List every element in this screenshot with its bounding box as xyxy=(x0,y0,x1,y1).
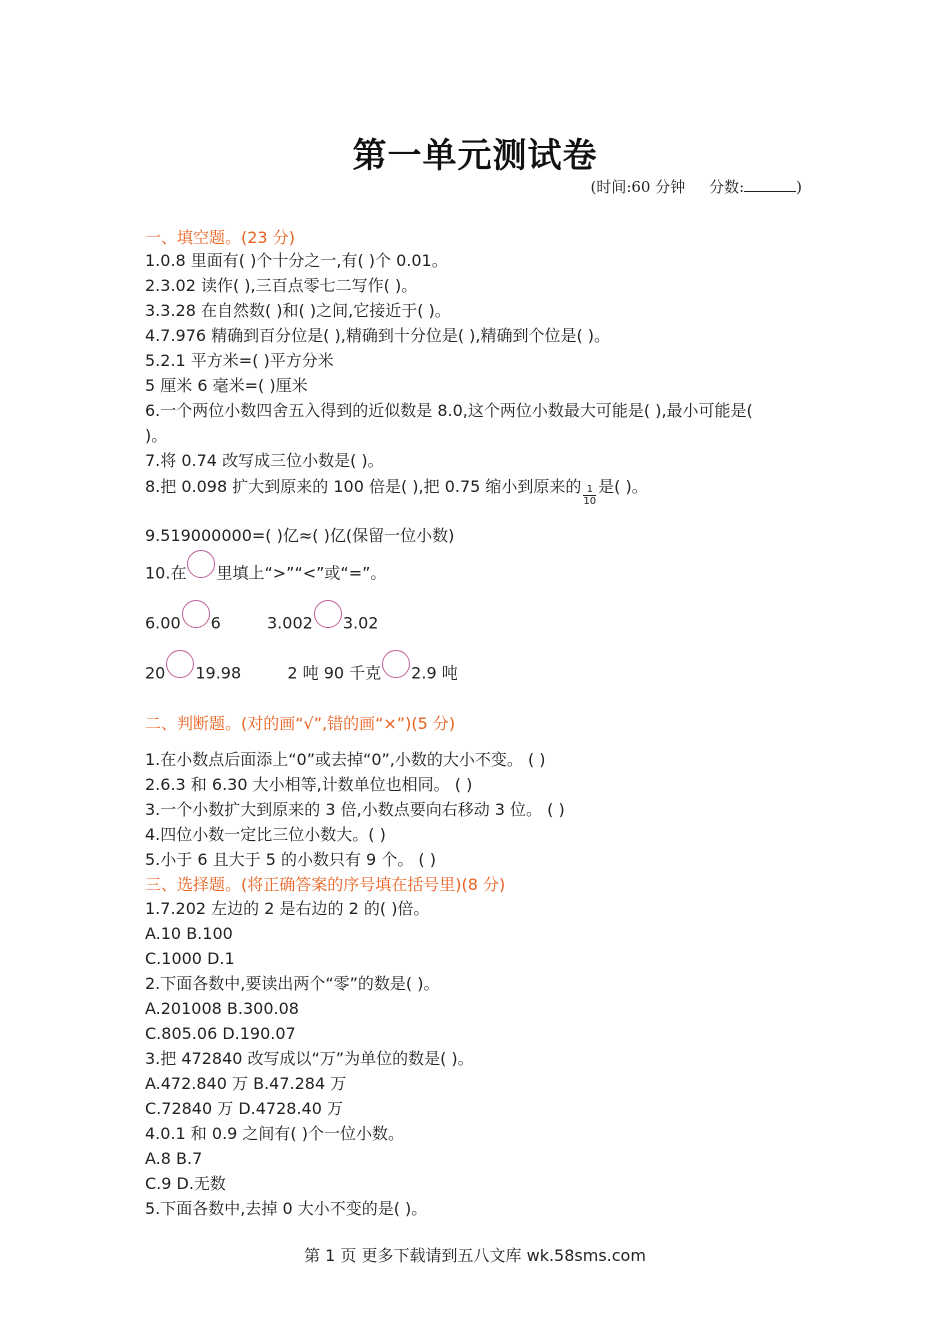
section-judge-heading: 二、判断题。(对的画“√”,错的画“×”)(5 分) xyxy=(145,714,456,733)
compare-left: 20 xyxy=(145,663,166,683)
fill-q10 xyxy=(145,560,386,588)
judge-q5: 5.小于 6 且大于 5 的小数只有 9 个。 ( ) xyxy=(145,850,436,869)
judge-q1: 1.在小数点后面添上“0”或去掉“0”,小数的大小不变。 ( ) xyxy=(145,750,546,769)
fill-q7: 7.将 0.74 改写成三位小数是( )。 xyxy=(145,451,384,470)
fill-q4: 4.7.976 精确到百分位是( ),精确到十分位是( ),精确到个位是( )。 xyxy=(145,326,611,345)
compare-circle[interactable] xyxy=(166,650,194,678)
fraction-denominator: 10 xyxy=(583,496,597,507)
compare-right: 2.9 吨 xyxy=(411,663,458,683)
fill-q5b: 5 厘米 6 毫米=( )厘米 xyxy=(145,376,308,395)
compare-row-1 xyxy=(145,610,378,638)
compare-right: 6 xyxy=(210,613,221,633)
fill-q9: 9.519000000=( )亿≈( )亿(保留一位小数) xyxy=(145,526,455,545)
choice-q2: 2.下面各数中,要读出两个“零”的数是( )。 xyxy=(145,974,440,993)
choice-q4-options-cd: C.9 D.无数 xyxy=(145,1174,226,1193)
section-fill-heading: 一、填空题。(23 分) xyxy=(145,228,295,247)
time-score-line xyxy=(590,176,802,197)
fill-q10-text-b: 里填上“>”“<”或“=”。 xyxy=(216,563,387,583)
fraction-one-tenth xyxy=(583,484,596,507)
compare-circle[interactable] xyxy=(314,600,342,628)
section-choice-heading: 三、选择题。(将正确答案的序号填在括号里)(8 分) xyxy=(145,875,506,894)
fill-q8-text-b: 是( )。 xyxy=(598,477,648,496)
choice-q3-options-cd: C.72840 万 D.4728.40 万 xyxy=(145,1099,343,1118)
choice-q1-options-ab: A.10 B.100 xyxy=(145,924,233,943)
choice-q5: 5.下面各数中,去掉 0 大小不变的是( )。 xyxy=(145,1199,428,1218)
compare-circle-example xyxy=(187,550,215,578)
judge-q3: 3.一个小数扩大到原来的 3 倍,小数点要向右移动 3 位。 ( ) xyxy=(145,800,565,819)
time-label: (时间:60 分钟 xyxy=(590,178,686,196)
compare-left: 6.00 xyxy=(145,613,181,633)
page-footer: 第 1 页 更多下载请到五八文库 wk.58sms.com xyxy=(304,1246,646,1265)
choice-q3: 3.把 472840 改写成以“万”为单位的数是( )。 xyxy=(145,1049,474,1068)
choice-q4-options-ab: A.8 B.7 xyxy=(145,1149,203,1168)
compare-circle[interactable] xyxy=(182,600,210,628)
compare-left: 3.002 xyxy=(267,613,313,633)
fill-q8-text-a: 8.把 0.098 扩大到原来的 100 倍是( ),把 0.75 缩小到原来的 xyxy=(145,477,582,496)
choice-q3-options-ab: A.472.840 万 B.47.284 万 xyxy=(145,1074,347,1093)
choice-q1-options-cd: C.1000 D.1 xyxy=(145,949,235,968)
score-label: 分数: xyxy=(709,178,745,196)
compare-right: 19.98 xyxy=(195,663,242,683)
page-title: 第一单元测试卷 xyxy=(352,136,598,176)
fill-q8 xyxy=(145,476,648,507)
fraction-numerator: 1 xyxy=(583,484,596,496)
choice-q2-options-cd: C.805.06 D.190.07 xyxy=(145,1024,296,1043)
fill-q10-text-a: 10.在 xyxy=(145,563,187,583)
compare-row-2 xyxy=(145,660,458,688)
choice-q1: 1.7.202 左边的 2 是右边的 2 的( )倍。 xyxy=(145,899,430,918)
compare-right: 3.02 xyxy=(342,613,379,633)
fill-q6a: 6.一个两位小数四舍五入得到的近似数是 8.0,这个两位小数最大可能是( ),最小可能是( xyxy=(145,401,753,420)
choice-q4: 4.0.1 和 0.9 之间有( )个一位小数。 xyxy=(145,1124,404,1143)
fill-q5a: 5.2.1 平方米=( )平方分米 xyxy=(145,351,334,370)
meta-close: ) xyxy=(796,178,802,196)
score-blank xyxy=(744,177,796,192)
fill-q1: 1.0.8 里面有( )个十分之一,有( )个 0.01。 xyxy=(145,251,448,270)
fill-q6b: )。 xyxy=(145,426,168,445)
fill-q2: 2.3.02 读作( ),三百点零七二写作( )。 xyxy=(145,276,418,295)
judge-q2: 2.6.3 和 6.30 大小相等,计数单位也相同。 ( ) xyxy=(145,775,473,794)
choice-q2-options-ab: A.201008 B.300.08 xyxy=(145,999,299,1018)
compare-circle[interactable] xyxy=(382,650,410,678)
compare-left: 2 吨 90 千克 xyxy=(287,663,382,683)
judge-q4: 4.四位小数一定比三位小数大。( ) xyxy=(145,825,386,844)
fill-q3: 3.3.28 在自然数( )和( )之间,它接近于( )。 xyxy=(145,301,451,320)
